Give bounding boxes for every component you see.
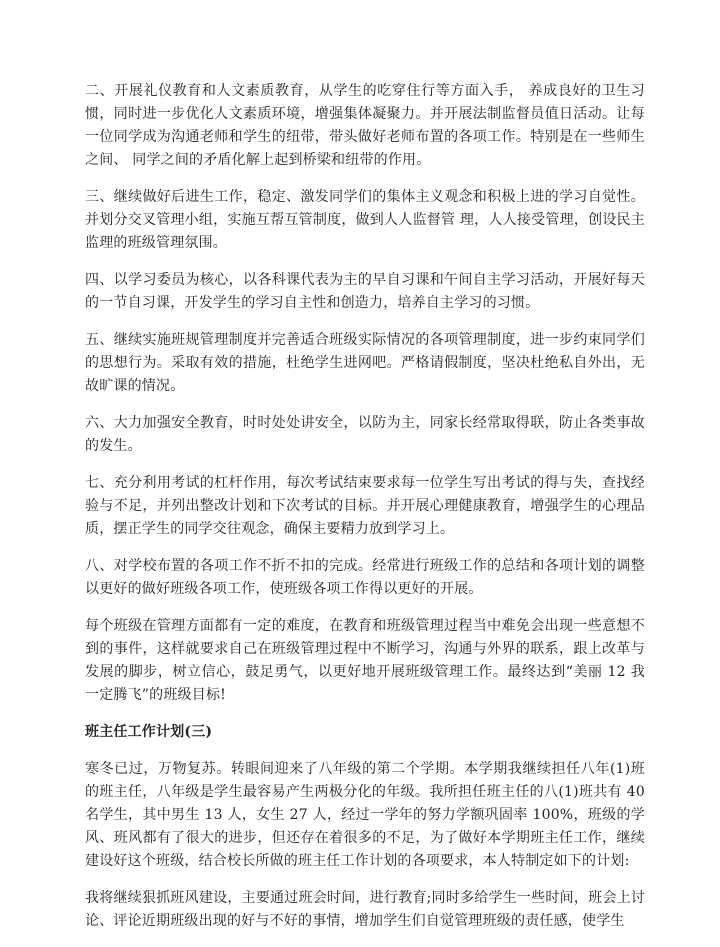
paragraph-intro: 寒冬已过，万物复苏。转眼间迎来了八年级的第二个学期。本学期我继续担任八年(1)班的班主任，八年级是学生最容易产生两极分化的年级。我所担任班主任的八(1)班共有 40 名学生，其中男生 13 人，女生 27 人，经过一学年的努力学额巩固率 100%，班级的学风、班风都有了很大的进步，但还存在着很多的不足，为了做好本学期班主任工作，继续建设好这个班级，结合校长所做的班主任工作计划的各项要求，本人特制定如下的计划: xyxy=(85,761,645,869)
paragraph-6: 六、大力加强安全教育，时时处处讲安全，以防为主，同家长经常取得联，防止各类事故的发生。 xyxy=(85,415,645,454)
paragraph-class-style: 我将继续狠抓班风建设，主要通过班会时间，进行教育;同时多给学生一些时间，班会上讨论、评论近期班级出现的好与不好的事情，增加学生们自觉管理班级的责任感，使学生 xyxy=(85,890,645,929)
paragraph-2: 二、开展礼仪教育和人文素质教育，从学生的吃穿住行等方面入手， 养成良好的卫生习惯，同时进一步优化人文素质环境，增强集体凝聚力。并开展法制监督员值日活动。让每一位同学成为沟通老师和学生的纽带，带头做好老师布置的各项工作。特别是在一些师生之间、 同学之间的矛盾化解上起到桥梁和纽带的作用。 xyxy=(85,83,645,168)
paragraph-5: 五、继续实施班规管理制度并完善适合班级实际情况的各项管理制度，进一步约束同学们的思想行为。采取有效的措施，杜绝学生进网吧。严格请假制度，坚决杜绝私自外出，无故旷课的情况。 xyxy=(85,332,645,394)
paragraph-8: 八、对学校布置的各项工作不折不扣的完成。经常进行班级工作的总结和各项计划的调整以更好的做好班级各项工作，使班级各项工作得以更好的开展。 xyxy=(85,558,645,597)
paragraph-3: 三、继续做好后进生工作，稳定、激发同学们的集体主义观念和积极上进的学习自觉性。并划分交叉管理小组，实施互帮互管制度，做到人人监督管 理，人人接受管理，创设民主监理的班级管理氛围。 xyxy=(85,189,645,251)
paragraph-4: 四、以学习委员为核心，以各科课代表为主的早自习课和午间自主学习活动，开展好每天的一节自习课，开发学生的学习自主性和创造力，培养自主学习的习惯。 xyxy=(85,272,645,311)
document-page xyxy=(85,80,645,947)
paragraph-7: 七、充分利用考试的杠杆作用，每次考试结束要求每一位学生写出考试的得与失，查找经验与不足，并列出整改计划和下次考试的目标。并开展心理健康教育，增强学生的心理品质，摆正学生的同学交往观念，确保主要精力放到学习上。 xyxy=(85,475,645,537)
section-heading: 班主任工作计划(三) xyxy=(85,724,213,740)
paragraph-summary: 每个班级在管理方面都有一定的难度，在教育和班级管理过程当中难免会出现一些意想不到的事件，这样就要求自己在班级管理过程中不断学习，沟通与外界的联系，跟上改革与发展的脚步，树立信心，鼓足勇气，以更好地开展班级管理工作。最终达到“美丽 12 我一定腾飞”的班级目标! xyxy=(85,618,645,703)
